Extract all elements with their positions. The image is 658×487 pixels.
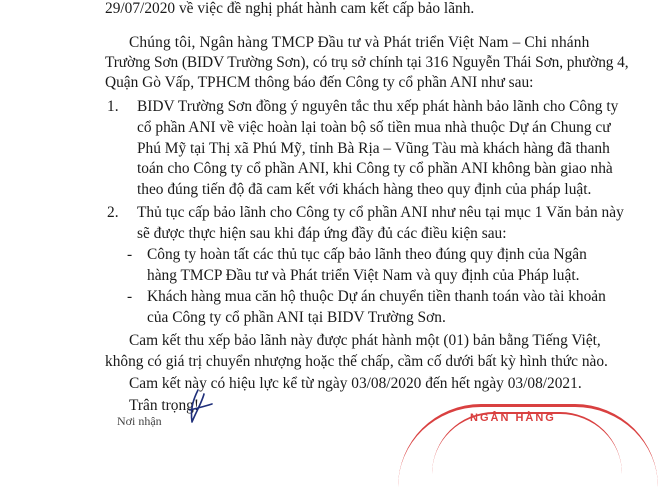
bullet-1-dash: -	[127, 246, 133, 263]
item-1-line-3: Phú Mỹ tại Thị xã Phú Mỹ, tỉnh Bà Rịa – Vũng Tàu mà khách hàng đã thanh	[137, 140, 610, 157]
closing-line-1: Cam kết thu xếp bảo lãnh này được phát hành một (01) bản bằng Tiếng Việt,	[129, 332, 601, 349]
item-1-number: 1.	[107, 98, 119, 115]
bullet-2-line-1: Khách hàng mua căn hộ thuộc Dự án chuyển tiền thanh toán vào tài khoản	[147, 288, 606, 305]
closing-line-2: không có giá trị chuyển nhượng hoặc thế chấp, cầm cố dưới bất kỳ hình thức nào.	[105, 353, 608, 370]
item-1-line-4: toán cho Công ty cổ phần ANI, khi Công ty cổ phần ANI không bàn giao nhà	[137, 160, 613, 177]
greeting: Trân trọng!	[129, 397, 199, 414]
item-2-number: 2.	[107, 204, 119, 221]
item-1-line-1: BIDV Trường Sơn đồng ý nguyên tắc thu xếp phát hành bảo lãnh cho Công ty	[137, 98, 619, 115]
bank-seal-text: NGÂN HÀNG	[470, 412, 556, 424]
item-2-line-2: sẽ được thực hiện sau khi đáp ứng đầy đủ các điều kiện sau:	[137, 225, 507, 242]
validity-line: Cam kết này có hiệu lực kể từ ngày 03/08/2020 đến hết ngày 03/08/2021.	[129, 375, 582, 392]
item-2-line-1: Thủ tục cấp bảo lãnh cho Công ty cổ phần ANI như nêu tại mục 1 Văn bản này	[137, 204, 624, 221]
text-line-top: 29/07/2020 về việc đề nghị phát hành cam kết cấp bảo lãnh.	[105, 0, 475, 17]
intro-line-1: Chúng tôi, Ngân hàng TMCP Đầu tư và Phát triển Việt Nam – Chi nhánh	[129, 34, 590, 51]
item-1-line-2: cổ phần ANI về việc hoàn lại toàn bộ số tiền mua nhà thuộc Dự án Chung cư	[137, 119, 611, 136]
bullet-2-dash: -	[127, 288, 133, 305]
intro-line-2: Trường Sơn (BIDV Trường Sơn), có trụ sở chính tại 316 Nguyễn Thái Sơn, phường 4,	[105, 54, 629, 71]
bullet-1-line-1: Công ty hoàn tất các thủ tục cấp bảo lãnh theo đúng quy định của Ngân	[147, 246, 587, 263]
bullet-1-line-2: hàng TMCP Đầu tư và Phát triển Việt Nam và quy định của Pháp luật.	[147, 267, 580, 284]
recipient-label-cut: Nơi nhận	[117, 414, 162, 428]
item-1-line-5: theo đúng tiến độ đã cam kết với khách hàng theo quy định của pháp luật.	[137, 181, 592, 198]
intro-line-3: Quận Gò Vấp, TPHCM thông báo đến Công ty cổ phần ANI như sau:	[105, 74, 534, 91]
bullet-2-line-2: của Công ty cổ phần ANI tại BIDV Trường Sơn.	[147, 309, 446, 326]
signature-mark	[184, 388, 214, 424]
